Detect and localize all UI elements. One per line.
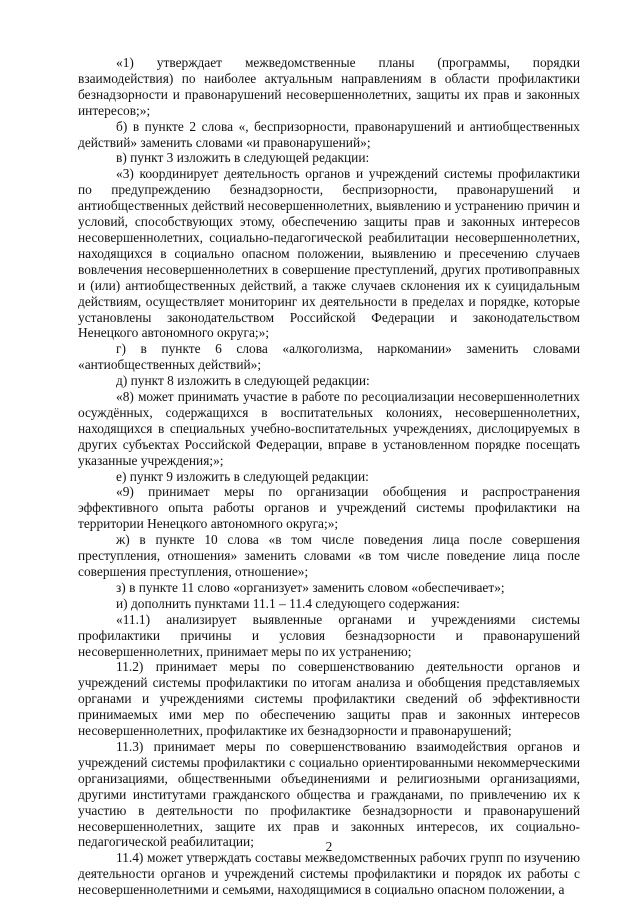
paragraph: «9) принимает меры по организации обобщения и распространения эффективного опыта работы органов и учреждений системы профилактики на территории Ненецкого автономного округа;»; (78, 484, 580, 532)
document-body (78, 55, 580, 898)
paragraph: «8) может принимать участие в работе по ресоциализации несовершеннолетних осуждённых, содержащихся в воспитательных колониях, несовершеннолетних, находящихся в специальных учебно-воспитательных учреждениях, дислоцируемых в других субъектах Российской Федерации, вправе в установленном порядке посещать указанные учреждения;»; (78, 389, 580, 468)
paragraph: 11.2) принимает меры по совершенствованию деятельности органов и учреждений системы профилактики по итогам анализа и обобщения представляемых органами и учреждениями системы профилактики сведений об эффективности принимаемых ими мер по обеспечению защиты прав и законных интересов несовершеннолетних, профилактике их безнадзорности и правонарушений; (78, 659, 580, 739)
paragraph: 11.3) принимает меры по совершенствованию взаимодействия органов и учреждений системы профилактики с социально ориентированными некоммерческими организациями, общественными объединениями и религиозными организациями, другими институтами гражданского общества и гражданами, по привлечению их к участию в деятельности по профилактике безнадзорности и правонарушений несовершеннолетних, защите их прав и законных интересов, их социально-педагогической реабилитации; (78, 738, 580, 850)
paragraph: е) пункт 9 изложить в следующей редакции: (116, 468, 369, 484)
paragraph: ж) в пункте 10 слова «в том числе поведения лица после совершения преступления, отношения» заменить словами «в том числе поведение лица после совершения преступления, отношение»; (78, 532, 580, 579)
paragraph: «3) координирует деятельность органов и учреждений системы профилактики по предупреждению безнадзорности, беспризорности, правонарушений и антиобщественных действий несовершеннолетних, выявлению и устранению причин и условий, способствующих этому, обеспечению защиты прав и законных интересов несовершеннолетних, социально-педагогической реабилитации несовершеннолетних, находящихся в социально опасном положении, выявлению и пресечению случаев вовлечения несовершеннолетних в совершение преступлений, других противоправных и (или) антиобщественных действий, а также случаев склонения их к суицидальным действиям, осуществляет мониторинг их деятельности в пределах и порядке, которые установлены законодательством Российской Федерации и законодательством Ненецкого автономного округа;»; (78, 166, 580, 341)
paragraph: и) дополнить пунктами 11.1 – 11.4 следующего содержания: (116, 595, 460, 611)
paragraph: г) в пункте 6 слова «алкоголизма, наркомании» заменить словами «антиобщественных действий»; (78, 341, 580, 373)
paragraph: з) в пункте 11 слово «организует» заменить словом «обеспечивает»; (116, 579, 505, 595)
paragraph: «1) утверждает межведомственные планы (программы, порядки взаимодействия) по наиболее актуальным направлениям в области профилактики безнадзорности и правонарушений несовершеннолетних, защиты их прав и законных интересов;»; (78, 55, 580, 118)
paragraph: 11.4) может утверждать составы межведомственных рабочих групп по изучению деятельности органов и учреждений системы профилактики и порядок их работы с несовершеннолетними и семьями, находящимися в социально опасном положении, а (78, 850, 580, 898)
page-number: 2 (325, 839, 333, 854)
paragraph: «11.1) анализирует выявленные органами и учреждениями системы профилактики причины и условия безнадзорности и правонарушений несовершеннолетних, принимает меры по их устранению; (78, 611, 580, 659)
paragraph: б) в пункте 2 слова «, беспризорности, правонарушений и антиобщественных действий» заменить словами «и правонарушений»; (78, 118, 580, 150)
paragraph: в) пункт 3 изложить в следующей редакции: (116, 150, 370, 166)
paragraph: д) пункт 8 изложить в следующей редакции: (116, 373, 370, 389)
